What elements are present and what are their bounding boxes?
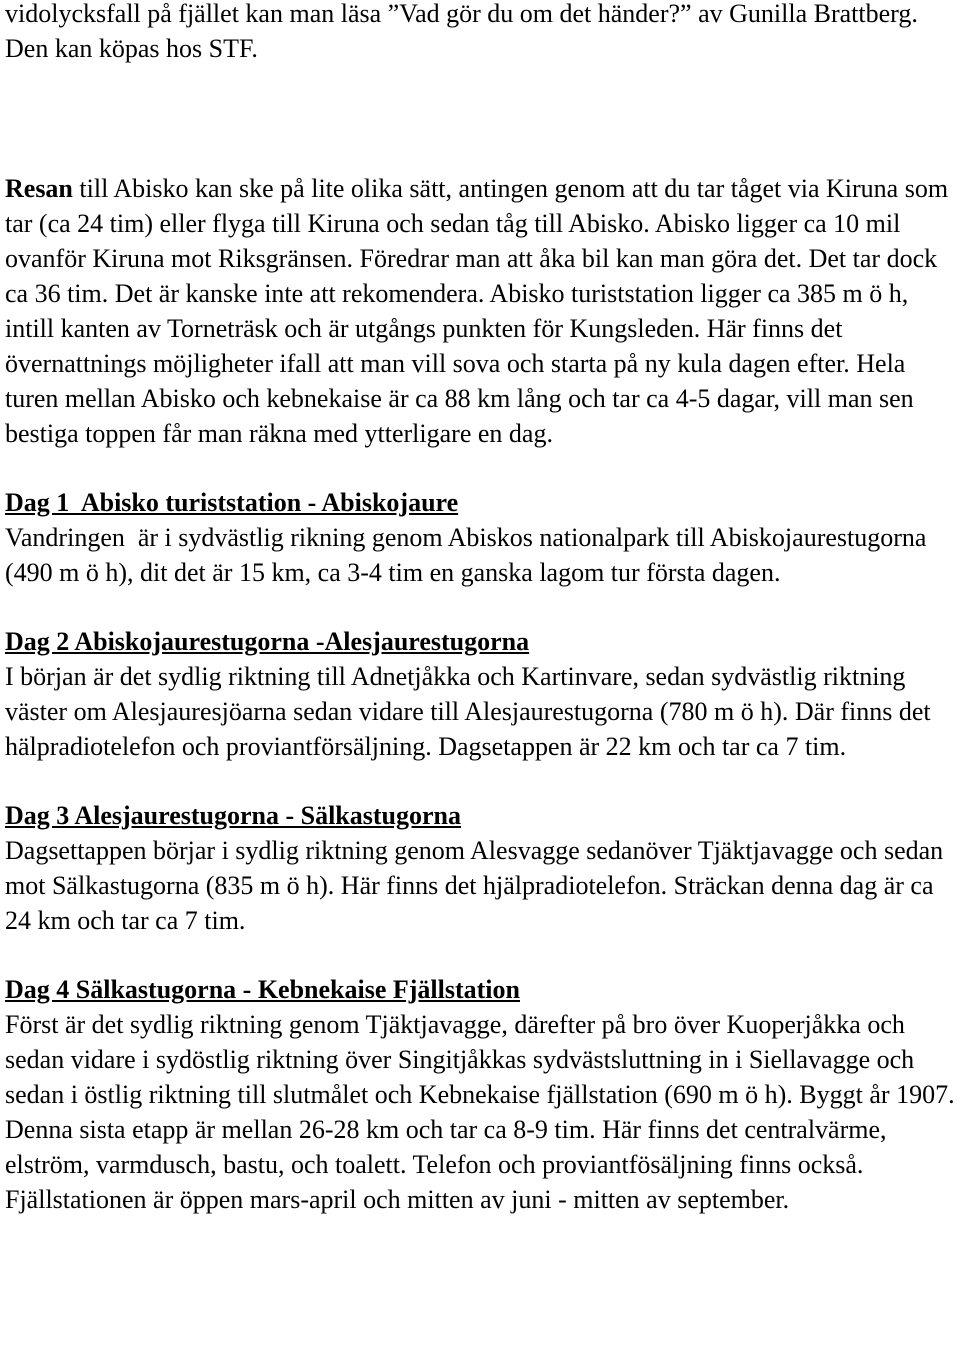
document-page	[5, 0, 955, 1217]
day-1-section	[5, 485, 955, 590]
day-4-body: Först är det sydlig riktning genom Tjäktjavagge, därefter på bro över Kuoperjåkka och sedan vidare i sydöstlig riktning över Singitjåkkas sydvästsluttning in i Siellavagge och sedan i östlig riktning till slutmålet och Kebnekaise fjällstation (690 m ö h). Byggt år 1907. Denna sista etapp är mellan 26-28 km och tar ca 8-9 tim. Här finns det centralvärme, elström, varmdusch, bastu, och toalett. Telefon och proviantfösäljning finns också. Fjällstationen är öppen mars-april och mitten av juni - mitten av september.	[5, 1010, 955, 1214]
day-2-heading: Dag 2 Abiskojaurestugorna -Alesjaurestugorna	[5, 627, 530, 656]
day-1-heading: Dag 1 Abisko turiststation - Abiskojaure	[5, 488, 459, 517]
day-1-body: Vandringen är i sydvästlig rikning genom Abiskos nationalpark till Abiskojaurestugorna (490 m ö h), dit det är 15 km, ca 3-4 tim en ganska lagom tur första dagen.	[5, 523, 933, 587]
day-3-section	[5, 798, 955, 938]
day-2-body: I början är det sydlig riktning till Adnetjåkka och Kartinvare, sedan sydvästlig riktning väster om Alesjauresjöarna sedan vidare till Alesjaurestugorna (780 m ö h). Där finns det hälpradiotelefon och proviantförsäljning. Dagsetappen är 22 km och tar ca 7 tim.	[5, 662, 931, 761]
day-4-section	[5, 972, 955, 1217]
intro-paragraph	[5, 0, 955, 66]
travel-body: till Abisko kan ske på lite olika sätt, antingen genom att du tar tåget via Kiruna som tar (ca 24 tim) eller flyga till Kiruna och sedan tåg till Abisko. Abisko ligger ca 10 mil ovanför Kiruna mot Riksgränsen. Föredrar man att åka bil kan man göra det. Det tar dock ca 36 tim. Det är kanske inte att rekomendera. Abisko turiststation ligger ca 385 m ö h, intill kanten av Torneträsk och är utgångs punkten för Kungsleden. Här finns det övernattnings möjligheter ifall att man vill sova och starta på ny kula dagen efter. Hela turen mellan Abisko och kebnekaise är ca 88 km lång och tar ca 4-5 dagar, vill man sen bestiga toppen får man räkna med ytterligare en dag.	[5, 174, 949, 448]
day-4-heading: Dag 4 Sälkastugorna - Kebnekaise Fjällstation	[5, 975, 520, 1004]
day-3-body: Dagsettappen börjar i sydlig riktning genom Alesvagge sedanöver Tjäktjavagge och sedan mot Sälkastugorna (835 m ö h). Här finns det hjälpradiotelefon. Sträckan denna dag är ca 24 km och tar ca 7 tim.	[5, 836, 944, 935]
day-2-section	[5, 624, 955, 764]
travel-paragraph	[5, 171, 955, 451]
travel-lead-word: Resan	[5, 174, 73, 203]
day-3-heading: Dag 3 Alesjaurestugorna - Sälkastugorna	[5, 801, 462, 830]
intro-text: vidolycksfall på fjället kan man läsa ”Vad gör du om det händer?” av Gunilla Brattberg. Den kan köpas hos STF.	[5, 0, 918, 63]
